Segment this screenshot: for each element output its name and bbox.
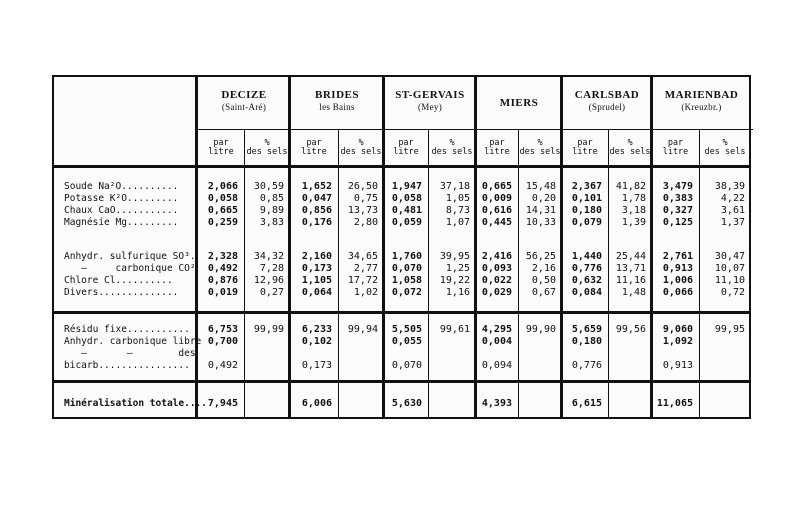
- pct-value: 0,75: [353, 193, 378, 204]
- litre-value: 0,176: [301, 217, 332, 228]
- libre-value: 0,055: [391, 336, 422, 347]
- litre-value: 0,776: [571, 263, 602, 274]
- column-divider: [560, 77, 563, 417]
- row-label: Anhydr. sulfurique SO³.: [64, 251, 196, 262]
- pct-value: 1,07: [445, 217, 470, 228]
- pct-value: 9,89: [259, 205, 284, 216]
- pct-value: 26,50: [347, 181, 378, 192]
- litre-value: 0,058: [391, 193, 422, 204]
- row-label: Chlore Cl..........: [64, 275, 173, 286]
- total-value: 6,006: [301, 398, 332, 409]
- pct-value: 13,73: [347, 205, 378, 216]
- pct-value: 12,96: [253, 275, 284, 286]
- row-label: Soude Na²O..........: [64, 181, 179, 192]
- litre-value: 0,072: [391, 287, 422, 298]
- litre-value: 0,616: [481, 205, 512, 216]
- pct-value: 1,05: [445, 193, 470, 204]
- litre-value: 6,753: [207, 324, 238, 335]
- column-subtitle: (Sprudel): [588, 101, 626, 112]
- unit-pct-sels: % des sels: [609, 138, 651, 158]
- row-label: Magnésie Mg.........: [64, 217, 179, 228]
- bicarb-value: 0,094: [481, 360, 512, 371]
- row-label: — carbonique CO²: [64, 263, 196, 274]
- unit-pct-sels: % des sels: [704, 138, 746, 158]
- pct-value: 10,33: [525, 217, 556, 228]
- litre-value: 0,180: [571, 205, 602, 216]
- row-label: Résidu fixe...........: [64, 324, 190, 335]
- litre-value: 0,632: [571, 275, 602, 286]
- residu-rule: [54, 311, 749, 314]
- pct-value: 25,44: [615, 251, 646, 262]
- pct-value: 1,48: [621, 287, 646, 298]
- litre-value: 1,105: [301, 275, 332, 286]
- pct-value: 1,02: [353, 287, 378, 298]
- pct-value: 99,56: [615, 324, 646, 335]
- pct-value: 0,72: [720, 287, 745, 298]
- litre-value: 0,059: [391, 217, 422, 228]
- pct-value: 11,10: [714, 275, 745, 286]
- litre-value: 0,259: [207, 217, 238, 228]
- unit-pct-sels: % des sels: [519, 138, 561, 158]
- row-label: Divers..............: [64, 287, 179, 298]
- total-value: 11,065: [656, 398, 693, 409]
- column-divider: [474, 77, 477, 417]
- total-value: 4,393: [481, 398, 512, 409]
- column-name: BRIDES: [315, 89, 359, 101]
- header-rule: [198, 129, 753, 130]
- pct-value: 0,67: [531, 287, 556, 298]
- subcolumn-divider: [608, 129, 609, 419]
- litre-value: 2,761: [662, 251, 693, 262]
- pct-value: 99,95: [714, 324, 745, 335]
- column-subtitle: les Bains: [319, 101, 355, 112]
- pct-value: 0,20: [531, 193, 556, 204]
- unit-par-litre: par litre: [484, 138, 510, 158]
- litre-value: 0,058: [207, 193, 238, 204]
- litre-value: 4,295: [481, 324, 512, 335]
- row-label: bicarb................: [64, 360, 190, 371]
- pct-value: 1,39: [621, 217, 646, 228]
- column-name: MIERS: [499, 97, 539, 109]
- column-header-brides: [290, 89, 384, 112]
- bicarb-value: 0,173: [301, 360, 332, 371]
- label-divider: [195, 77, 198, 417]
- libre-value: 0,700: [207, 336, 238, 347]
- subcolumn-divider: [428, 129, 429, 419]
- litre-value: 0,856: [301, 205, 332, 216]
- litre-value: 0,029: [481, 287, 512, 298]
- total-value: 6,615: [571, 398, 602, 409]
- pct-value: 2,77: [353, 263, 378, 274]
- litre-value: 0,481: [391, 205, 422, 216]
- pct-value: 19,22: [439, 275, 470, 286]
- litre-value: 1,760: [391, 251, 422, 262]
- litre-value: 1,058: [391, 275, 422, 286]
- column-divider: [650, 77, 653, 417]
- bicarb-value: 0,070: [391, 360, 422, 371]
- pct-value: 3,18: [621, 205, 646, 216]
- column-header-st-gervais: [384, 89, 476, 112]
- litre-value: 0,084: [571, 287, 602, 298]
- pct-value: 0,50: [531, 275, 556, 286]
- pct-value: 41,82: [615, 181, 646, 192]
- libre-value: 0,102: [301, 336, 332, 347]
- pct-value: 1,25: [445, 263, 470, 274]
- pct-value: 0,27: [259, 287, 284, 298]
- pct-value: 17,72: [347, 275, 378, 286]
- litre-value: 1,006: [662, 275, 693, 286]
- litre-value: 0,093: [481, 263, 512, 274]
- column-header-carlsbad: [562, 89, 652, 112]
- column-header-decize: [198, 89, 290, 112]
- pct-value: 4,22: [720, 193, 745, 204]
- pct-value: 3,83: [259, 217, 284, 228]
- pct-value: 37,18: [439, 181, 470, 192]
- litre-value: 0,665: [481, 181, 512, 192]
- pct-value: 99,61: [439, 324, 470, 335]
- row-label: — — des: [64, 348, 196, 359]
- litre-value: 5,505: [391, 324, 422, 335]
- column-name: DECIZE: [221, 89, 267, 101]
- pct-value: 30,47: [714, 251, 745, 262]
- unit-par-litre: par litre: [662, 138, 689, 158]
- litre-value: 1,652: [301, 181, 332, 192]
- total-value: 7,945: [207, 398, 238, 409]
- column-header-miers: [476, 97, 562, 110]
- pct-value: 38,39: [714, 181, 745, 192]
- pct-value: 13,71: [615, 263, 646, 274]
- litre-value: 0,022: [481, 275, 512, 286]
- pct-value: 15,48: [525, 181, 556, 192]
- pct-value: 1,16: [445, 287, 470, 298]
- row-label: Potasse K²O.........: [64, 193, 179, 204]
- litre-value: 0,665: [207, 205, 238, 216]
- litre-value: 0,079: [571, 217, 602, 228]
- row-label: Anhydr. carbonique libre: [64, 336, 202, 347]
- pct-value: 99,94: [347, 324, 378, 335]
- column-name: CARLSBAD: [574, 89, 640, 101]
- litre-value: 0,327: [662, 205, 693, 216]
- litre-value: 3,479: [662, 181, 693, 192]
- litre-value: 2,416: [481, 251, 512, 262]
- unit-pct-sels: % des sels: [340, 138, 382, 158]
- litre-value: 0,070: [391, 263, 422, 274]
- unit-par-litre: par litre: [393, 138, 419, 158]
- subcolumn-divider: [244, 129, 245, 419]
- column-name: ST-GERVAIS: [395, 89, 465, 101]
- pct-value: 10,07: [714, 263, 745, 274]
- litre-value: 2,066: [207, 181, 238, 192]
- subcolumn-divider: [699, 129, 700, 419]
- pct-value: 56,25: [525, 251, 556, 262]
- litre-value: 2,328: [207, 251, 238, 262]
- litre-value: 1,947: [391, 181, 422, 192]
- column-name: MARIENBAD: [664, 89, 739, 101]
- pct-value: 2,80: [353, 217, 378, 228]
- litre-value: 0,445: [481, 217, 512, 228]
- pct-value: 39,95: [439, 251, 470, 262]
- column-header-marienbad: [652, 89, 751, 112]
- total-label: Minéralisation totale....: [64, 398, 207, 409]
- litre-value: 2,367: [571, 181, 602, 192]
- pct-value: 1,37: [720, 217, 745, 228]
- unit-pct-sels: % des sels: [246, 138, 288, 158]
- bicarb-value: 0,913: [662, 360, 693, 371]
- pct-value: 99,90: [525, 324, 556, 335]
- pct-value: 2,16: [531, 263, 556, 274]
- row-label: Chaux CaO...........: [64, 205, 179, 216]
- litre-value: 0,019: [207, 287, 238, 298]
- libre-value: 0,180: [571, 336, 602, 347]
- unit-par-litre: par litre: [208, 138, 234, 158]
- litre-value: 0,492: [207, 263, 238, 274]
- mineral-table: [52, 75, 751, 419]
- unit-pct-sels: % des sels: [431, 138, 473, 158]
- litre-value: 0,913: [662, 263, 693, 274]
- units-rule: [54, 165, 749, 168]
- subcolumn-divider: [338, 129, 339, 419]
- column-divider: [288, 77, 291, 417]
- column-divider: [382, 77, 385, 417]
- litre-value: 9,060: [662, 324, 693, 335]
- litre-value: 0,047: [301, 193, 332, 204]
- litre-value: 0,173: [301, 263, 332, 274]
- unit-par-litre: par litre: [301, 138, 327, 158]
- litre-value: 5,659: [571, 324, 602, 335]
- column-subtitle: (Saint-Aré): [221, 101, 267, 112]
- pct-value: 1,78: [621, 193, 646, 204]
- pct-value: 3,61: [720, 205, 745, 216]
- subcolumn-divider: [518, 129, 519, 419]
- total-value: 5,630: [391, 398, 422, 409]
- libre-value: 0,004: [481, 336, 512, 347]
- total-rule: [54, 380, 749, 383]
- litre-value: 0,383: [662, 193, 693, 204]
- litre-value: 6,233: [301, 324, 332, 335]
- bicarb-value: 0,776: [571, 360, 602, 371]
- pct-value: 8,73: [445, 205, 470, 216]
- bicarb-value: 0,492: [207, 360, 238, 371]
- litre-value: 0,101: [571, 193, 602, 204]
- litre-value: 0,876: [207, 275, 238, 286]
- pct-value: 0,85: [259, 193, 284, 204]
- litre-value: 2,160: [301, 251, 332, 262]
- pct-value: 7,28: [259, 263, 284, 274]
- litre-value: 0,066: [662, 287, 693, 298]
- litre-value: 0,125: [662, 217, 693, 228]
- pct-value: 14,31: [525, 205, 556, 216]
- unit-par-litre: par litre: [572, 138, 598, 158]
- libre-value: 1,092: [662, 336, 693, 347]
- litre-value: 0,009: [481, 193, 512, 204]
- pct-value: 34,32: [253, 251, 284, 262]
- litre-value: 1,440: [571, 251, 602, 262]
- pct-value: 34,65: [347, 251, 378, 262]
- column-subtitle: (Kreuzbr.): [681, 101, 722, 112]
- column-subtitle: (Mey): [418, 101, 442, 112]
- pct-value: 99,99: [253, 324, 284, 335]
- litre-value: 0,064: [301, 287, 332, 298]
- pct-value: 30,59: [253, 181, 284, 192]
- pct-value: 11,16: [615, 275, 646, 286]
